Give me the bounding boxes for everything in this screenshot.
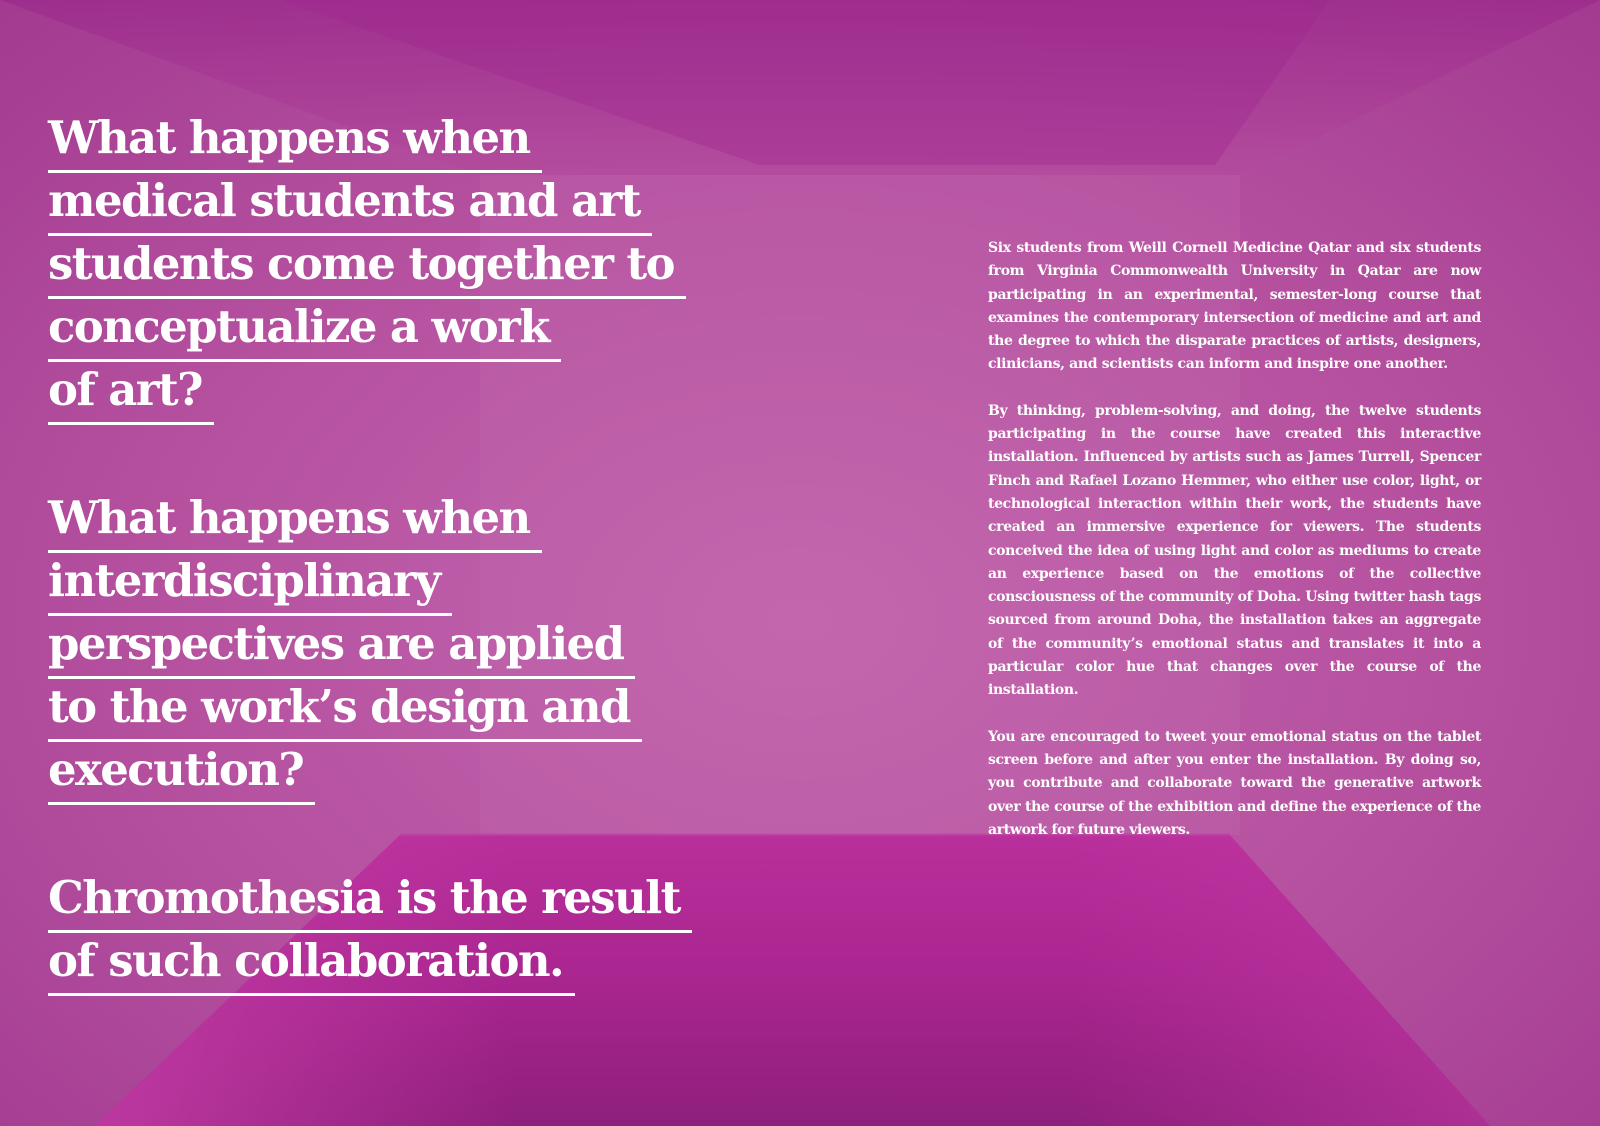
body-text-column [988, 237, 1481, 865]
headline-line: interdisciplinary [48, 556, 452, 616]
headline-line: of such collaboration. [48, 936, 575, 996]
headline-question-2 [48, 493, 688, 808]
headline-line: Chromothesia is the result [48, 873, 692, 933]
headline-line: perspectives are applied [48, 619, 635, 679]
headline-line: medical students and art [48, 176, 652, 236]
headline-line: students come together to [48, 239, 686, 299]
body-paragraph-process: By thinking, problem-solving, and doing, the twelve students participating in the course have created this interactive installation. Influenced by artists such as James Turrell, Spencer Finch and Rafael Lozano Hemmer, who either use color, light, or technological interaction within their work, the students have created an immersive experience for viewers. The students conceived the idea of using light and color as mediums to create an experience based on the emotions of the collective consciousness of the community of Doha. Using twitter hash tags sourced from around Doha, the installation takes an aggregate of the community’s emotional status and translates it into a particular color hue that changes over the course of the installation. [988, 402, 1481, 699]
headline-line: conceptualize a work [48, 302, 561, 362]
headline-statement [48, 873, 688, 999]
headline-line: What happens when [48, 113, 542, 173]
headline-line: to the work’s design and [48, 682, 642, 742]
body-paragraph-call-to-action: You are encouraged to tweet your emotional status on the tablet screen before and after you enter the installation. By doing so, you contribute and collaborate toward the generative artwork over the course of the exhibition and define the experience of the artwork for future viewers. [988, 728, 1481, 838]
headline-line: execution? [48, 745, 315, 805]
headline-question-1 [48, 113, 688, 428]
body-paragraph-intro: Six students from Weill Cornell Medicine Qatar and six students from Virginia Commonwealth University in Qatar are now participating in an experimental, semester-long course that examines the contemporary intersection of medicine and art and the degree to which the disparate practices of artists, designers, clinicians, and scientists can inform and inspire one another. [988, 240, 1481, 373]
headline-line: What happens when [48, 493, 542, 553]
headline-line: of art? [48, 365, 214, 425]
